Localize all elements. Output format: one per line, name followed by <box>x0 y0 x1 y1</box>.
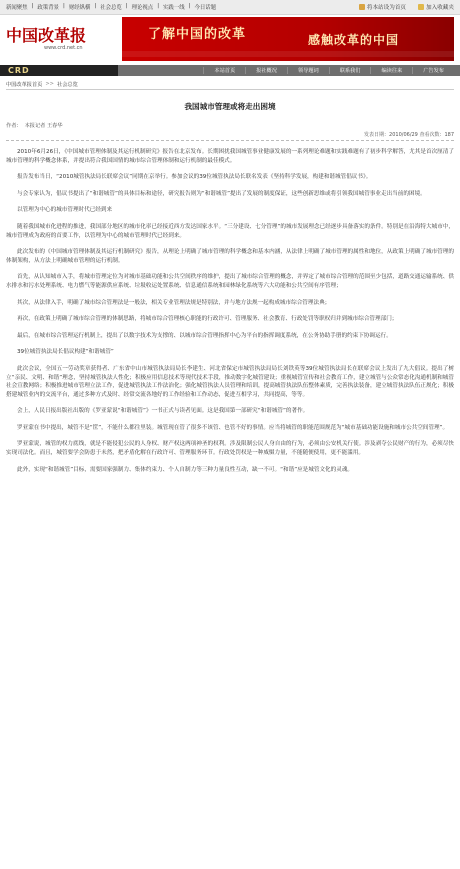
article-byline <box>6 122 454 129</box>
separator: | <box>188 3 191 9</box>
site-header <box>0 15 460 65</box>
nav-inscriptions[interactable]: 领导题词 <box>287 67 329 74</box>
nav-row <box>0 65 460 76</box>
paragraph: 2010年6月26日，《中国城市管理体制及其运行机制研究》报告在北京发布。长期困扰我国城管事业健康发展的一系列理论难题和实践难题有了初步科学解答，尤其是首次厘清了城市管理的科学概念体系，并提出符合我国国情的城市综合管理体制和运行机制的最佳模式。 <box>6 149 454 164</box>
banner-slogan-2: 感触改革的中国 <box>308 33 400 47</box>
separator: | <box>94 3 97 9</box>
top-link-society[interactable]: 社会总览 <box>100 5 122 11</box>
top-link-finance[interactable]: 财经纵横 <box>68 5 91 11</box>
paragraph: 与会专家认为，倡议书提出了“和谐城管”的具体目标和途径，研究报告则为“和谐城管”提出了发展的制度保证，这些创新思维或将引领我国城管事业走出当前的困境。 <box>17 190 426 197</box>
top-link-topic[interactable]: 今日话题 <box>194 5 217 11</box>
nav-contact[interactable]: 联系我们 <box>329 67 371 74</box>
top-links <box>6 3 216 11</box>
top-link-policy[interactable]: 政策背景 <box>37 5 59 11</box>
nav-home[interactable]: 本站首页 <box>203 67 245 74</box>
paragraph: 其次，从法律入手，明确了城市综合管理法是一般法，相关专业管理法规是特别法，并与地方法规一起构成城市综合管理法典； <box>17 299 331 306</box>
nav-reader-exchange[interactable]: 编读往来 <box>370 67 412 74</box>
section-heading: 39位城管执法局长倡议构建“和谐城管” <box>17 349 114 356</box>
paragraph: 再次，在政策上明确了城市综合管理的体制思路，将城市综合管理核心职能的行政许可、管理服务、社会教育、行政处罚等职权归并到城市综合管理部门； <box>17 316 398 323</box>
banner-decoration <box>122 51 454 57</box>
article-title: 我国城市管理或将走出困境 <box>184 102 276 111</box>
paragraph: 此外，实现“和谐城管”目标，需要国家强制力、集体约束力、个人自制力等三种力量良性互动，缺一不可。“和谐”应是城管文化的灵魂。 <box>17 466 354 473</box>
section-heading: 以管理为中心的城市管理时代已经到来 <box>17 207 113 214</box>
crd-mark: CRD <box>0 65 118 76</box>
banner-slogan-1: 了解中国的改革 <box>148 27 247 42</box>
main-nav <box>118 65 460 76</box>
breadcrumb-separator: >> <box>45 81 55 87</box>
top-link-news[interactable]: 新闻聚焦 <box>6 5 28 11</box>
site-logo[interactable] <box>0 17 118 61</box>
author-name: 本报记者 王春华 <box>24 123 63 129</box>
paragraph: 罗亚蒙在书中提出，城管不是“筐”，不能什么都往里装。城管现在管了很多不该管、也管不好的事情。应当将城管的职能范围规范为“城市基础功能设施和城市公共空间管理”。 <box>17 424 449 431</box>
nav-advertising[interactable]: 广告发布 <box>412 67 454 74</box>
add-favorite-link[interactable] <box>418 3 454 11</box>
separator: | <box>31 3 34 9</box>
article-meta: 发表日期：2010/06/29 查看次数：187 <box>6 131 454 141</box>
top-link-practice[interactable]: 实践一线 <box>163 5 185 11</box>
paragraph: 会上，人民日报出版社出版的《罗亚蒙说“和谐城管”》一书正式与读者见面。这是我国第一部研究“和谐城管”的著作。 <box>17 408 309 415</box>
paragraph: 此次发布的《中国城市管理体制及其运行机制研究》报告，从理论上明确了城市管理的科学概念和基本内涵，从法律上明确了城市管理的属性和地位，从政策上明确了城市管理的体制架构，从方法上明确城市管理的运行机制。 <box>6 249 454 264</box>
home-icon <box>359 4 365 10</box>
breadcrumb-section[interactable]: 社会总览 <box>57 81 78 88</box>
star-icon <box>418 4 424 10</box>
logo-url: www.crd.net.cn <box>44 45 83 51</box>
header-banner <box>122 17 454 61</box>
paragraph: 首先，从认知城市入手，将城市管理定位为对城市基础功能和公共空间秩序的维护，提出了城市综合管理的概念，并界定了城市综合管理的范围至少包括，道路交通运输系统、供水排水和污水处理系统、电力燃气等能源供应系统、垃圾收运处置系统、信息通信系统和园林绿化系统等六大功能和公共空间有序管理； <box>6 274 454 289</box>
article <box>6 101 454 474</box>
paragraph: 最后，在城市综合管理运行机制上，提出了以数字技术为支撑的、以城市综合管理指挥中心为平台的指挥调度系统，在公务协助手册的约束下协调运行。 <box>17 332 392 339</box>
paragraph: 随着我国城市化进程的推进，我国部分地区的城市化率已经接近西方发达国家水平。“三分建设、七分管理”的城市发展理念已经逐步具备落实的条件。特别是在沿海特大城市中，城市管理成为政府的首要工作，以管理为中心的城市管理时代已经到来。 <box>6 223 454 239</box>
set-home-label: 将本站设为首页 <box>366 5 407 11</box>
separator: | <box>62 3 65 9</box>
top-link-theory[interactable]: 理论视点 <box>131 5 154 11</box>
top-link-bar <box>0 0 460 15</box>
paragraph: 此次会议，全国五一劳动奖章获得者、广东省中山市城管执法局局长李建生、河北省保定市城管执法局局长刘铁英等39位城管执法局长在联席会议上发出了九大倡议。提出了树立“亲民、文明、和谐”理念，坚持城管执法人性化；积极应用信息技术等现代技术手段，推动数字化城管建设；重视城管宣传和社会教育工作，建立城管与公众常态化沟通机制和城管社会宣教网络；积极推进城市管理立法工作，促进城管执法工作法治化；强化城管执法人员管理和培训，提高城管执法队伍整体素质，完善执法装备，建立城管执法队伍正规化；积极搭建城管业内的交流平台，通过多种方式及时、经常交流各地好的工作经验和工作动态，促进互相学习，共同提高，等等。 <box>6 365 454 398</box>
logo-text: 中国改革报 <box>6 26 87 45</box>
paragraph: 报告发布当日，“2010城管执法局长联席会议”同期在京举行。参加会议的39位城管执法局长联名发表《坚持科学发展，构建和谐城管倡议书》。 <box>17 174 372 181</box>
author-label: 作者： <box>6 123 22 129</box>
breadcrumb <box>6 79 454 90</box>
set-home-link[interactable] <box>359 3 406 11</box>
add-favorite-label: 加入收藏夹 <box>426 5 454 11</box>
separator: | <box>125 3 128 9</box>
nav-about[interactable]: 报社概况 <box>245 67 287 74</box>
article-body <box>6 148 454 474</box>
separator: | <box>157 3 160 9</box>
paragraph: 罗亚蒙说，城管的权力底线，就是不能侵犯公民的人身权、财产权这两项神圣的权利。涉及限制公民人身自由的行为，必须由公安机关行使。涉及剥夺公民财产的行为，必须尽快实现司法化。而且，城管要学会防患于未然，把矛盾化解在行政许可、管理服务环节。行政处罚权是一种威慑力量，不能随便使用，更不能滥用。 <box>6 441 454 457</box>
breadcrumb-home[interactable]: 中国改革报首页 <box>6 81 43 88</box>
top-actions <box>359 3 454 11</box>
